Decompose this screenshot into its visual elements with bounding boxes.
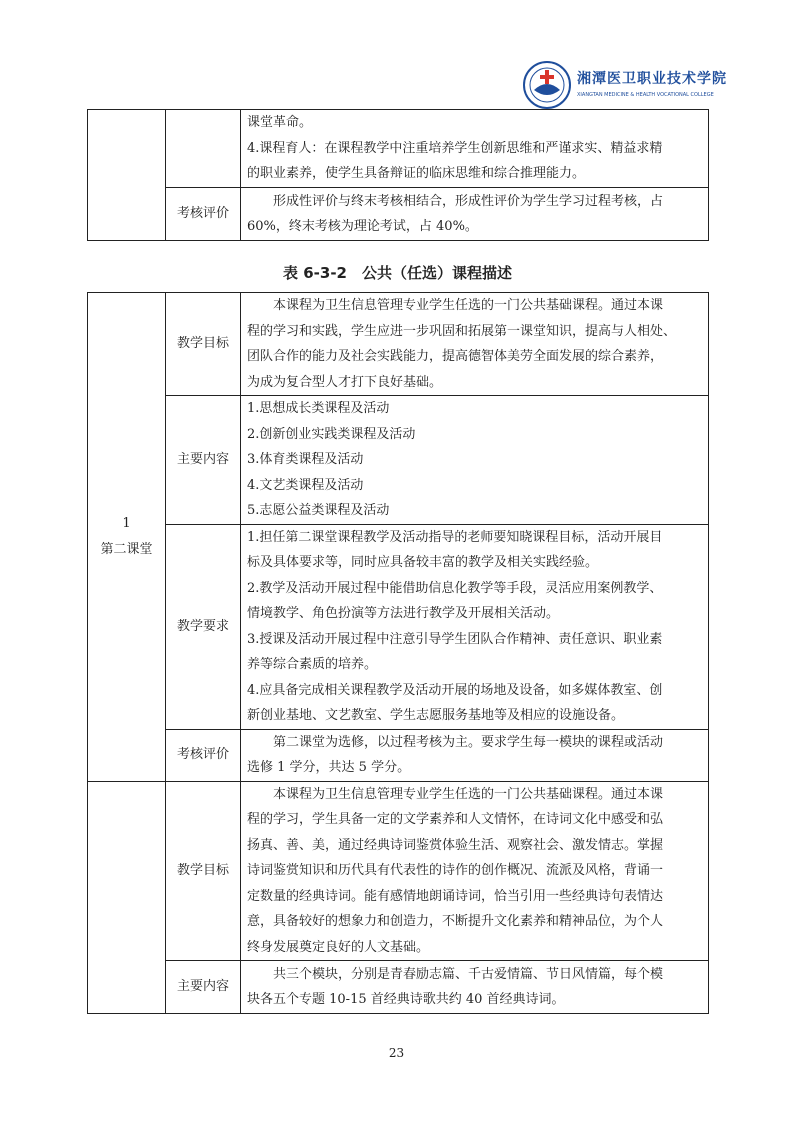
list-item: 5.志愿公益类课程及活动 [247,503,390,518]
table-caption: 表 6-3-2 公共（任选）课程描述 [283,264,512,282]
text-line: 扬真、善、美，通过经典诗词鉴赏体验生活、观察社会、激发情志。掌握 [247,837,664,853]
table-row [88,781,709,961]
text-line: 2.教学及活动开展过程中能借助信息化教学等手段，灵活应用案例教学、 [247,580,663,596]
course-table-continued [87,109,709,241]
table-row [88,188,709,241]
list-item: 3.体育类课程及活动 [247,452,364,467]
text-line: 60%，终末考核为理论考试，占 40%。 [247,219,478,234]
text-line: 程的学习和实践，学生应进一步巩固和拓展第一课堂知识，提高与人相处、 [247,323,677,339]
text-line: 终身发展奠定良好的人文基础。 [247,939,430,955]
eval-content-cell [241,729,709,781]
content-text-cell [241,961,709,1014]
table-row [88,293,709,396]
eval-label: 考核评价 [166,188,241,241]
course-name-cell [88,293,166,782]
table-row [88,524,709,729]
table-row [88,961,709,1014]
empty-cell [88,110,166,241]
college-logo [522,58,727,116]
content-label: 主要内容 [166,396,241,525]
text-line: 4.课程育人：在课程教学中注重培养学生创新思维和严谨求实、精益求精 [247,140,663,156]
text-line: 团队合作的能力及社会实践能力，提高德智体美劳全面发展的综合素养， [247,349,664,364]
list-item: 1.思想成长类课程及活动 [247,401,390,416]
text-line: 养等综合素质的培养。 [247,657,378,672]
text-line: 意，具备较好的想象力和创造力，不断提升文化素养和精神品位，为个人 [247,914,664,929]
logo-college-name: 湘潭医卫职业技术学院 [577,71,727,87]
text-line: 块各五个专题 10-15 首经典诗歌共约 40 首经典诗词。 [247,992,565,1007]
course-number: 1 [122,516,131,532]
prev-course-content-cell [241,110,709,188]
college-emblem-icon [522,60,572,110]
table-row [88,110,709,188]
requirement-content-cell [241,524,709,729]
text-line: 诗词鉴赏知识和历代具有代表性的诗作的创作概况、流派及风格，背诵一 [247,863,664,878]
text-line: 选修 1 学分，共达 5 学分。 [247,760,411,775]
goal-content-cell [241,293,709,396]
text-line: 定数量的经典诗词。能有感情地朗诵诗词，恰当引用一些经典诗句表情达 [247,888,664,904]
content-label: 主要内容 [166,961,241,1014]
table-row [88,396,709,525]
text-line: 为成为复合型人才打下良好基础。 [247,374,443,390]
text-line: 的职业素养，使学生具备辩证的临床思维和综合推理能力。 [247,166,586,182]
text-line: 4.应具备完成相关课程教学及活动开展的场地及设备，如多媒体教室、创 [247,682,663,698]
text-line: 形成性评价与终末考核相结合，形成性评价为学生学习过程考核，占 [273,193,664,209]
text-line: 情境教学、角色扮演等方法进行教学及开展相关活动。 [247,606,560,621]
public-elective-course-table [87,292,709,1014]
goal-label: 教学目标 [166,293,241,396]
text-line: 标及具体要求等，同时应具备较丰富的教学及相关实践经验。 [247,555,599,570]
text-line: 本课程为卫生信息管理专业学生任选的一门公共基础课程。通过本课 [273,298,664,313]
text-line: 1.担任第二课堂课程教学及活动指导的老师要知晓课程目标，活动开展目 [247,529,663,545]
text-line: 共三个模块，分别是青春励志篇、千古爱情篇、节日风情篇，每个模 [273,966,664,982]
eval-label: 考核评价 [166,729,241,781]
text-line: 程的学习，学生具备一定的文学素养和人文情怀，在诗词文化中感受和弘 [247,812,664,827]
page-number: 23 [388,1046,405,1060]
empty-cell [166,110,241,188]
empty-cell [88,781,166,1014]
content-list-cell [241,396,709,525]
text-line: 新创业基地、文艺教室、学生志愿服务基地等及相应的设施设备。 [247,708,625,723]
list-item: 4.文艺类课程及活动 [247,477,364,493]
goal-content-cell [241,781,709,961]
list-item: 2.创新创业实践类课程及活动 [247,426,416,442]
text-line: 3.授课及活动开展过程中注意引导学生团队合作精神、责任意识、职业素 [247,631,663,647]
table-row [88,729,709,781]
text-line: 本课程为卫生信息管理专业学生任选的一门公共基础课程。通过本课 [273,786,664,802]
text-line: 课堂革命。 [247,115,313,131]
goal-label: 教学目标 [166,781,241,961]
eval-content-cell [241,188,709,241]
logo-college-subtitle: XIANGTAN MEDICINE & HEALTH VOCATIONAL COLLEGE [577,92,714,98]
text-line: 第二课堂为选修，以过程考核为主。要求学生每一模块的课程或活动 [273,734,664,750]
course-name: 第二课堂 [100,541,153,557]
requirement-label: 教学要求 [166,524,241,729]
